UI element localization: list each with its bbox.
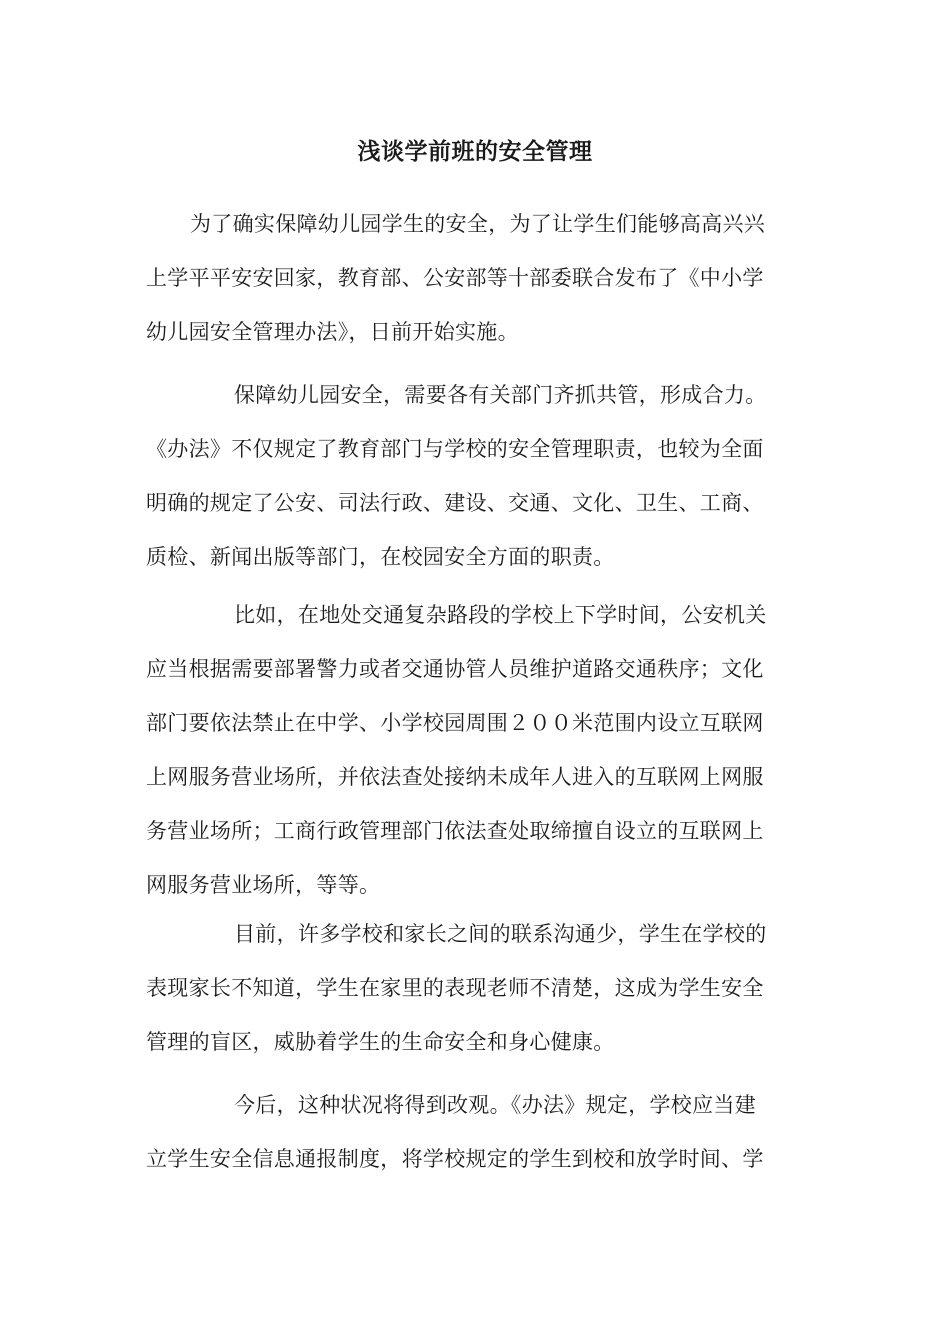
text-line: 《办法》不仅规定了教育部门与学校的安全管理职责，也较为全面 <box>146 437 764 461</box>
paragraph-5 <box>146 1078 806 1186</box>
text-line: 为了确实保障幼儿园学生的安全，为了让学生们能够高高兴兴 <box>190 212 766 236</box>
text-line: 目前，许多学校和家长之间的联系沟通少，学生在学校的 <box>234 922 767 946</box>
paragraph-4 <box>146 907 806 1069</box>
text-line: 质检、新闻出版等部门，在校园安全方面的职责。 <box>146 545 615 569</box>
text-line: 部门要依法禁止在中学、小学校园周围２００米范围内设立互联网 <box>146 711 764 735</box>
text-line: 务营业场所；工商行政管理部门依法查处取缔擅自设立的互联网上 <box>146 819 764 843</box>
text-line: 管理的盲区，威胁着学生的生命安全和身心健康。 <box>146 1030 615 1054</box>
paragraph-1 <box>146 197 806 359</box>
text-line: 上网服务营业场所，并依法查处接纳未成年人进入的互联网上网服 <box>146 765 764 789</box>
text-line: 保障幼儿园安全，需要各有关部门齐抓共管，形成合力。 <box>234 383 767 407</box>
text-line: 立学生安全信息通报制度，将学校规定的学生到校和放学时间、学 <box>146 1147 764 1171</box>
text-line: 今后，这种状况将得到改观。《办法》规定，学校应当建 <box>234 1093 756 1117</box>
document-title: 浅谈学前班的安全管理 <box>357 138 593 165</box>
text-line: 应当根据需要部署警力或者交通协管人员维护道路交通秩序；文化 <box>146 657 764 681</box>
text-line: 幼儿园安全管理办法》，日前开始实施。 <box>146 320 519 344</box>
text-line: 比如，在地处交通复杂路段的学校上下学时间，公安机关 <box>234 603 767 627</box>
paragraph-3 <box>146 588 806 912</box>
paragraph-2 <box>146 368 806 584</box>
text-line: 网服务营业场所，等等。 <box>146 873 381 897</box>
text-line: 上学平平安安回家，教育部、公安部等十部委联合发布了《中小学 <box>146 266 764 290</box>
text-line: 明确的规定了公安、司法行政、建设、交通、文化、卫生、工商、 <box>146 491 764 515</box>
text-line: 表现家长不知道，学生在家里的表现老师不清楚，这成为学生安全 <box>146 976 764 1000</box>
